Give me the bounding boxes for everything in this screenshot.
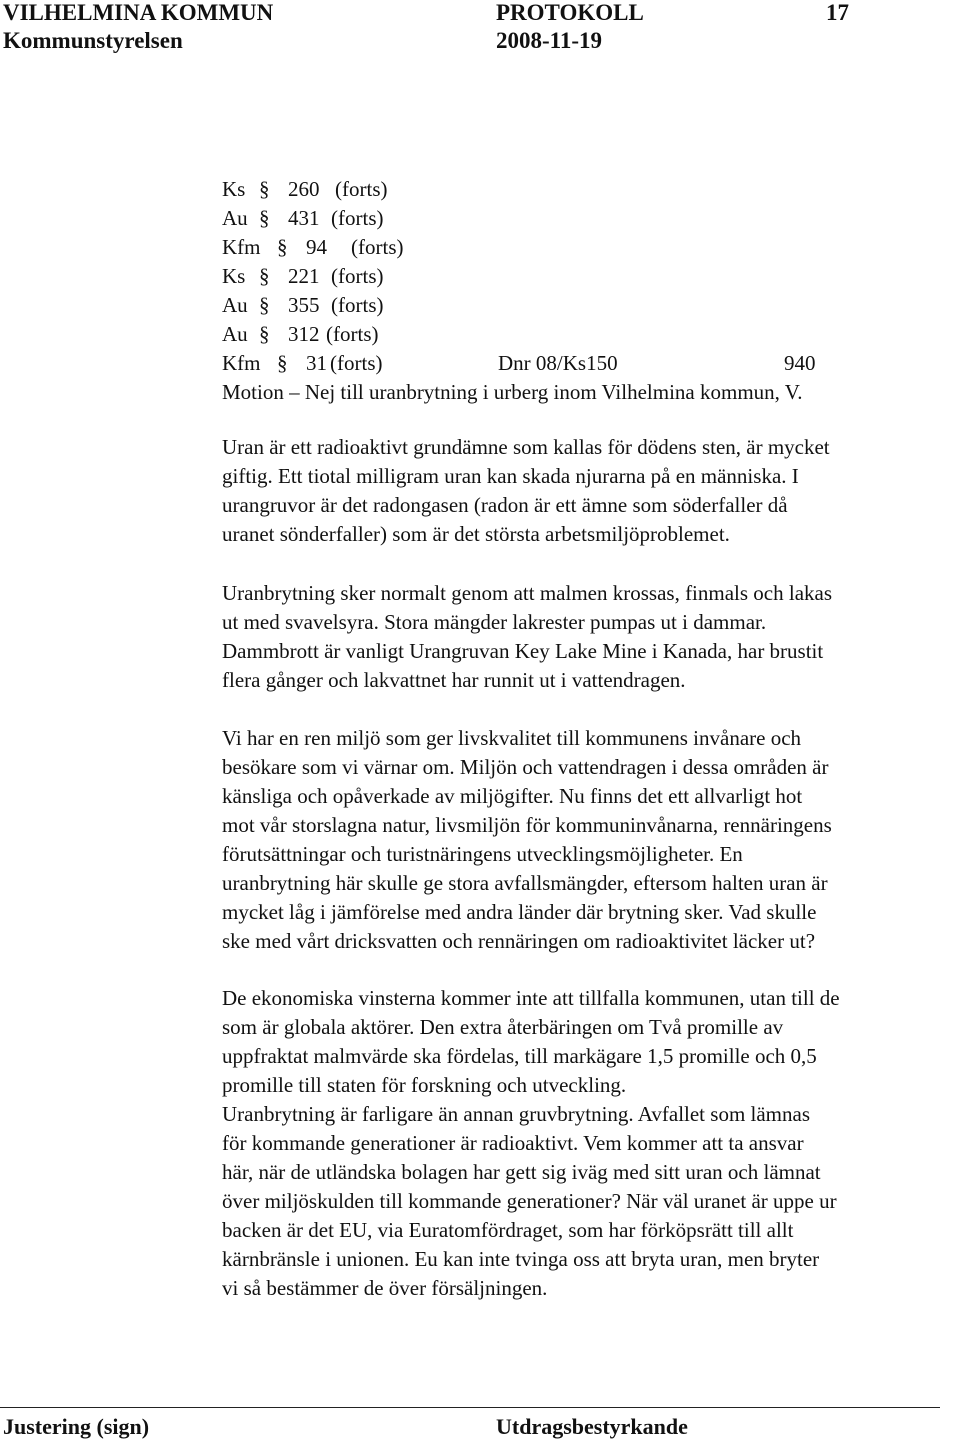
section-sign: § — [259, 177, 270, 201]
reference-number: 260 — [288, 177, 320, 201]
text-line: uranbrytning här skulle ge stora avfallsmängder, eftersom halten uran är — [222, 871, 828, 895]
text-line: ske med vårt dricksvatten och rennäringen om radioaktivitet läcker ut? — [222, 929, 816, 953]
reference-code: Ks — [222, 264, 246, 288]
reference-number: 94 — [306, 235, 327, 259]
page-number: 17 — [826, 0, 849, 25]
text-line: Dammbrott är vanligt Urangruvan Key Lake Mine i Kanada, har brustit — [222, 639, 824, 663]
text-line: mot vår storslagna natur, livsmiljön för kommuninvånarna, rennäringens — [222, 813, 832, 837]
reference-number: 221 — [288, 264, 320, 288]
certification-field-label: Utdragsbestyrkande — [496, 1414, 688, 1439]
text-line: Uranbrytning sker normalt genom att malmen krossas, finmals och lakas — [222, 581, 833, 605]
reference-code: Kfm — [222, 351, 261, 375]
motion-title-text: Motion – Nej till uranbrytning i urberg inom Vilhelmina kommun, V. — [222, 380, 803, 404]
section-sign: § — [259, 264, 270, 288]
text-line: vi så bestämmer de över försäljningen. — [222, 1276, 548, 1300]
section-sign: § — [277, 235, 288, 259]
reference-continued: (forts) — [326, 322, 379, 346]
text-line: backen är det EU, via Euratomfördraget, som har förköpsrätt till allt — [222, 1218, 794, 1242]
committee-name: Kommunstyrelsen — [3, 28, 183, 53]
page-reference: 940 — [784, 351, 816, 375]
diary-number: Dnr 08/Ks150 — [498, 351, 618, 375]
text-line: Vi har en ren miljö som ger livskvalitet till kommunens invånare och — [222, 726, 802, 750]
text-line: giftig. Ett tiotal milligram uran kan skada njurarna på en människa. I — [222, 464, 799, 488]
reference-number: 31 — [306, 351, 327, 375]
reference-continued: (forts) — [351, 235, 404, 259]
section-sign: § — [259, 206, 270, 230]
paragraph — [222, 433, 960, 549]
footer-divider — [0, 1407, 940, 1408]
text-line: som är globala aktörer. Den extra återbäringen om Två promille av — [222, 1015, 784, 1039]
text-line: besökare som vi värnar om. Miljön och vattendragen i dessa områden är — [222, 755, 829, 779]
motion-title — [222, 378, 922, 407]
text-line: Uran är ett radioaktivt grundämne som kallas för dödens sten, är mycket — [222, 435, 830, 459]
reference-line — [222, 233, 922, 262]
text-line: för kommande generationer är radioaktivt. Vem kommer att ta ansvar — [222, 1131, 804, 1155]
section-sign: § — [277, 351, 288, 375]
text-line: förutsättningar och turistnäringens utvecklingsmöjligheter. En — [222, 842, 743, 866]
reference-code: Ks — [222, 177, 246, 201]
reference-code: Au — [222, 322, 248, 346]
text-line: Uranbrytning är farligare än annan gruvbrytning. Avfallet som lämnas — [222, 1102, 811, 1126]
paragraph — [222, 579, 960, 695]
reference-line — [222, 262, 922, 291]
section-references — [222, 175, 922, 407]
document-type: PROTOKOLL — [496, 0, 644, 25]
municipality-name: VILHELMINA KOMMUN — [3, 0, 274, 25]
reference-number: 355 — [288, 293, 320, 317]
reference-code: Au — [222, 293, 248, 317]
text-line: urangruvor är det radongasen (radon är ett ämne som söderfaller då — [222, 493, 788, 517]
text-line: uranet sönderfaller) som är det största arbetsmiljöproblemet. — [222, 522, 730, 546]
reference-continued: (forts) — [331, 293, 384, 317]
reference-number: 431 — [288, 206, 320, 230]
reference-line — [222, 349, 922, 378]
reference-line — [222, 320, 922, 349]
reference-continued: (forts) — [331, 264, 384, 288]
meeting-date: 2008-11-19 — [496, 28, 603, 53]
text-line: mycket låg i jämförelse med andra länder där brytning sker. Vad skulle — [222, 900, 817, 924]
section-sign: § — [259, 293, 270, 317]
reference-continued: (forts) — [331, 206, 384, 230]
reference-line — [222, 175, 922, 204]
text-line: uppfraktat malmvärde ska fördelas, till markägare 1,5 promille och 0,5 — [222, 1044, 817, 1068]
text-line: kärnbränsle i unionen. Eu kan inte tvinga oss att bryta uran, men bryter — [222, 1247, 820, 1271]
paragraph — [222, 724, 960, 956]
section-sign: § — [259, 322, 270, 346]
text-line: De ekonomiska vinsterna kommer inte att tillfalla kommunen, utan till de — [222, 986, 840, 1010]
signature-field-label: Justering (sign) — [3, 1414, 150, 1439]
reference-code: Au — [222, 206, 248, 230]
text-line: promille till staten för forskning och utveckling. — [222, 1073, 627, 1097]
paragraph — [222, 984, 960, 1303]
text-line: ut med svavelsyra. Stora mängder lakrester pumpas ut i dammar. — [222, 610, 767, 634]
reference-continued: (forts) — [335, 177, 388, 201]
reference-line — [222, 204, 922, 233]
reference-code: Kfm — [222, 235, 261, 259]
reference-line — [222, 291, 922, 320]
reference-number: 312 — [288, 322, 320, 346]
text-line: här, när de utländska bolagen har gett sig iväg med sitt uran och lämnat — [222, 1160, 821, 1184]
text-line: känsliga och opåverkade av miljögifter. Nu finns det ett allvarligt hot — [222, 784, 803, 808]
text-line: flera gånger och lakvattnet har runnit ut i vattendragen. — [222, 668, 686, 692]
text-line: över miljöskulden till kommande generationer? När väl uranet är uppe ur — [222, 1189, 837, 1213]
reference-continued: (forts) — [330, 351, 383, 375]
